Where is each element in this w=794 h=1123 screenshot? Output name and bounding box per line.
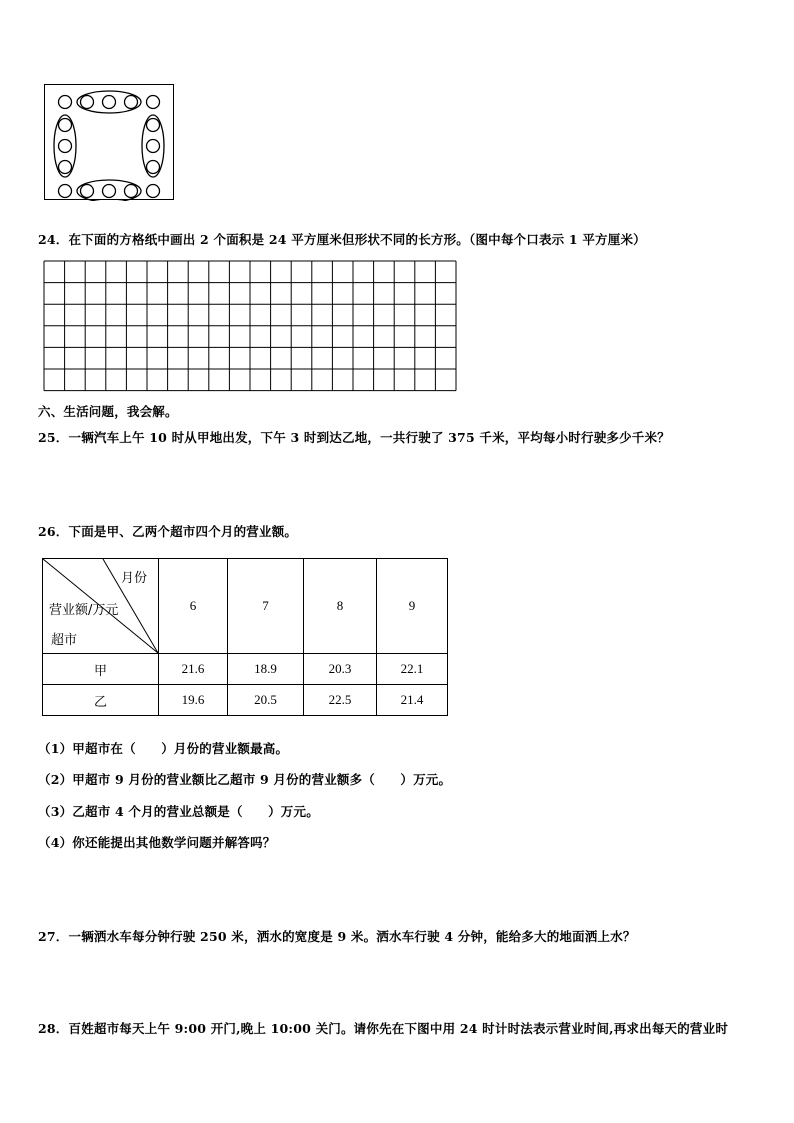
- question-27: 27．一辆洒水车每分钟行驶 250 米，洒水的宽度是 9 米。洒水车行驶 4 分钟，能给多大的地面洒上水？: [38, 929, 636, 944]
- table-row: [43, 685, 448, 716]
- corner-amount-label: 营业额/万元: [49, 603, 119, 618]
- month-header-cell: 9: [377, 559, 448, 654]
- sales-table: [42, 558, 448, 716]
- value-cell: 22.1: [377, 654, 448, 685]
- corner-market-label: 超市: [51, 633, 78, 648]
- row-label-cell: 乙: [43, 685, 159, 716]
- table-corner-cell: [43, 559, 159, 654]
- value-cell: 18.9: [228, 654, 304, 685]
- grid-lines: [43, 260, 457, 392]
- month-header-cell: 8: [304, 559, 377, 654]
- value-cell: 21.4: [377, 685, 448, 716]
- circle-grouping-figure: [44, 84, 174, 200]
- circle-grouping-drawing: [45, 85, 175, 201]
- question-26: 26．下面是甲、乙两个超市四个月的营业额。: [38, 524, 298, 539]
- question-26-part-3: （3）乙超市 4 个月的营业总额是（ ）万元。: [38, 804, 319, 819]
- table-row: [43, 654, 448, 685]
- question-26-part-4: （4）你还能提出其他数学问题并解答吗？: [38, 835, 276, 850]
- corner-month-label: 月份: [121, 571, 148, 586]
- section-6-title: 六、生活问题，我会解。: [38, 404, 178, 419]
- question-24: 24．在下面的方格纸中画出 2 个面积是 24 平方厘米但形状不同的长方形。（图中每个口表示 1 平方厘米）: [38, 232, 646, 247]
- question-26-part-2: （2）甲超市 9 月份的营业额比乙超市 9 月份的营业额多（ ）万元。: [38, 772, 452, 787]
- value-cell: 19.6: [159, 685, 228, 716]
- question-26-part-1: （1）甲超市在（ ）月份的营业额最高。: [38, 741, 289, 756]
- value-cell: 22.5: [304, 685, 377, 716]
- month-header-cell: 6: [159, 559, 228, 654]
- value-cell: 20.3: [304, 654, 377, 685]
- grid-paper[interactable]: [43, 260, 457, 396]
- month-header-cell: 7: [228, 559, 304, 654]
- question-25: 25．一辆汽车上午 10 时从甲地出发，下午 3 时到达乙地，一共行驶了 375 千米，平均每小时行驶多少千米？: [38, 430, 670, 445]
- value-cell: 21.6: [159, 654, 228, 685]
- row-label-cell: 甲: [43, 654, 159, 685]
- question-28: 28．百姓超市每天上午 9:00 开门,晚上 10:00 关门。请你先在下图中用 24 时计时法表示营业时间,再求出每天的营业时: [38, 1021, 729, 1036]
- table-header-row: [43, 559, 448, 654]
- value-cell: 20.5: [228, 685, 304, 716]
